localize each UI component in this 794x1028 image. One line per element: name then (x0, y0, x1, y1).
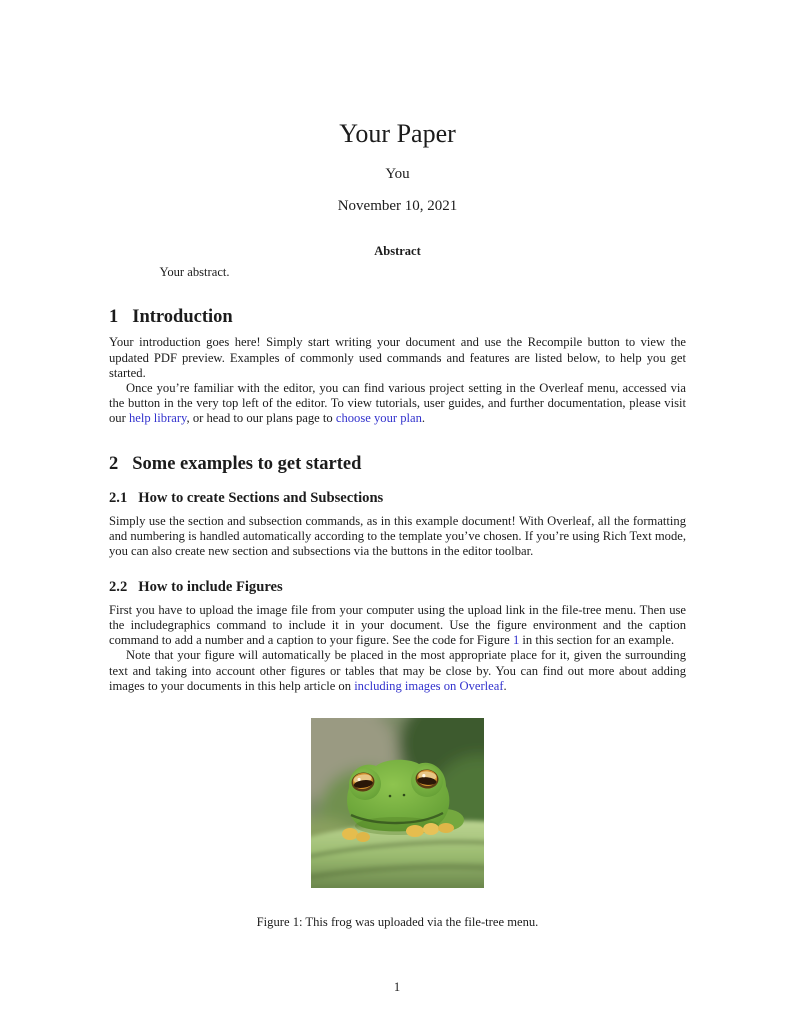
subsection-2-1-title: How to create Sections and Subsections (138, 490, 384, 506)
figure-1-ref-link[interactable]: 1 (512, 633, 520, 648)
subsection-2-2-title: How to include Figures (138, 578, 283, 595)
paper-date: November 10, 2021 (337, 197, 458, 214)
help-library-link[interactable]: help library (128, 411, 187, 426)
figures-paragraph-2-end: . (503, 678, 507, 693)
intro-paragraph-1: Your introduction goes here! Simply start writing your document and use the Recompile button to view the updated PDF preview. Examples of commonly used commands and features are listed below, to help you get started. (109, 335, 686, 380)
subsection-2-1-paragraph: Simply use the section and subsection commands, as in this example document! With Overleaf, all the formatting and numbering is handled automatically according to the template you’ve chosen. If you’re using Rich Text mode, you can also create new section and subsections via the buttons in the editor toolbar. (109, 514, 686, 559)
intro-paragraph-2 (109, 381, 686, 427)
text-column (109, 0, 686, 930)
section-2-number: 2 (109, 453, 119, 474)
intro-paragraph-2-text: Once you’re familiar with the editor, you can find various project setting in the Overleaf menu, accessed via the button in the very top left of the editor. To view tutorials, user guides, and further documentation, please visit our (109, 381, 686, 426)
figures-paragraph-1 (109, 603, 686, 649)
figure-1-caption: Figure 1: This frog was uploaded via the file-tree menu. (256, 914, 539, 929)
intro-paragraph-2-end: . (421, 411, 426, 426)
paper-title: Your Paper (339, 119, 456, 148)
subsection-2-1-heading (109, 490, 686, 506)
section-1-number: 1 (109, 307, 119, 328)
section-1-title: Introduction (132, 307, 233, 328)
subsection-2-2-heading (109, 579, 686, 595)
choose-your-plan-link[interactable]: choose your plan (335, 411, 422, 426)
page-number: 1 (393, 980, 401, 994)
intro-paragraph-2-mid: , or head to our plans page to (186, 411, 336, 426)
figure-1 (109, 718, 686, 930)
subsection-2-2-number: 2.2 (109, 578, 128, 595)
section-2-title: Some examples to get started (132, 453, 362, 474)
figures-paragraph-1-text: First you have to upload the image file from your computer using the upload link in the file-tree menu. Then use the includegraphics command to include it in your document. Use the figure environment and the caption command to add a number and a caption to your figure. See the code for Figure (109, 602, 686, 648)
frog-photo (311, 718, 484, 888)
figures-paragraph-2-text: Note that your figure will automatically be placed in the most appropriate place for it, given the surrounding text and taking into account other figures or tables that may be close by. You can find out more about adding images to your documents in this help article on (109, 648, 686, 693)
abstract-heading: Abstract (374, 243, 421, 258)
figures-paragraph-1-end: in this section for an example. (519, 633, 675, 648)
figures-paragraph-2 (109, 648, 686, 694)
including-images-link[interactable]: including images on Overleaf (354, 678, 504, 693)
paper-author: You (385, 165, 410, 182)
section-1-heading (109, 307, 686, 327)
abstract-text: Your abstract. (159, 264, 230, 279)
section-2-heading (109, 454, 686, 474)
subsection-2-1-number: 2.1 (109, 490, 128, 506)
